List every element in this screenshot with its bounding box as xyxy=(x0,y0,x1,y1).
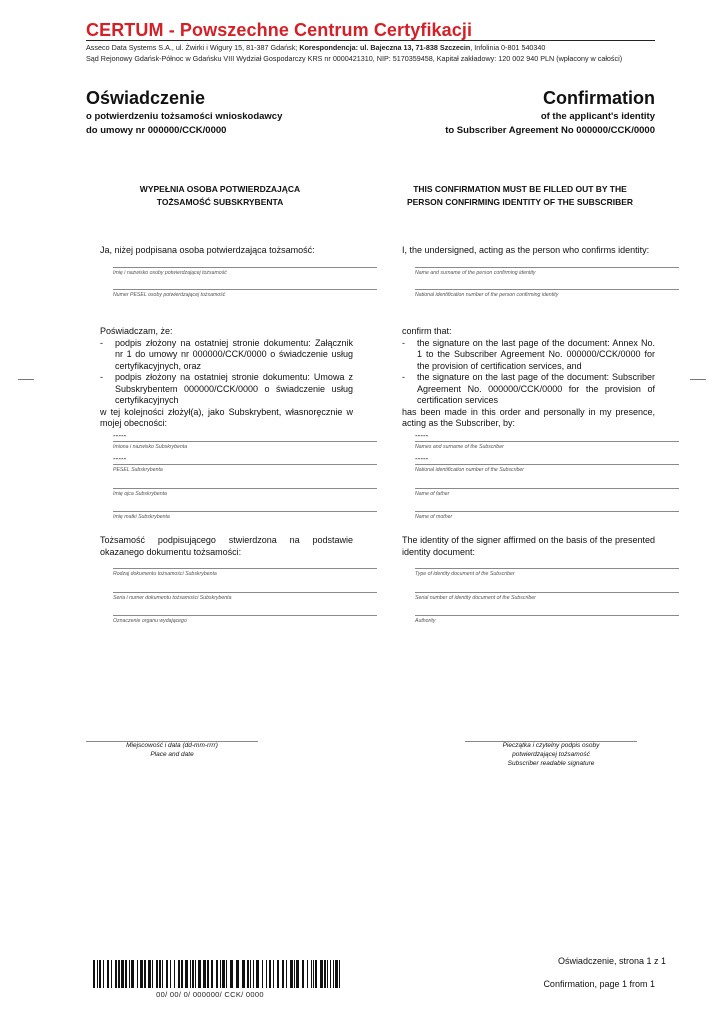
company-line-1: Asseco Data Systems S.A., ul. Żwirki i Wigury 15, 81-387 Gdańsk; Korespondencja: ul. Bajeczna 13, 71-838 Szczecin, Infolinia 0-801 540340 xyxy=(86,43,546,52)
intro-en: I, the undersigned, acting as the person who confirms identity: xyxy=(402,245,650,255)
document-type-field-en[interactable]: Type of identity document of the Subscriber xyxy=(415,558,679,577)
mother-name-field-en[interactable]: Name of mother xyxy=(415,501,679,520)
father-name-field-pl[interactable]: Imię ojca Subskrybenta xyxy=(113,478,377,497)
place-date-caption: Miejscowość i data (dd-mm-rrrr) Place and date xyxy=(126,742,218,758)
identity-statement-pl: Tożsamość podpisującego stwierdzona na podstawie okazanego dokumentu tożsamości: xyxy=(100,535,353,557)
page-number-pl: Oświadczenie, strona 1 z 1 xyxy=(557,956,666,966)
confirmer-name-field-pl[interactable]: Imię i nazwisko osoby potwierdzającej tożsamość xyxy=(113,257,377,276)
subscriber-names-field-pl[interactable]: ----- Imiona i nazwisko Subskrybenta xyxy=(113,431,377,450)
fold-mark-right xyxy=(690,379,706,380)
page-number-en: Confirmation, page 1 from 1 xyxy=(543,979,655,989)
subscriber-pesel-field-pl[interactable]: ----- PESEL Subskrybenta xyxy=(113,454,377,473)
barcode-image xyxy=(93,960,341,988)
barcode-number: 00/ 00/ 0/ 000000/ CCK/ 0000 xyxy=(156,990,264,999)
confirmer-id-field-en[interactable]: National identification number of the person confirming identity xyxy=(415,279,679,298)
company-info xyxy=(86,42,622,64)
confirmer-name-field-en[interactable]: Name and surname of the person confirming identity xyxy=(415,257,679,276)
column-header-pl: WYPEŁNIA OSOBA POTWIERDZAJĄCA TOŻSAMOŚĆ SUBSKRYBENTA xyxy=(139,184,301,207)
issuing-authority-field-en[interactable]: Authority xyxy=(415,605,679,624)
bullet-agreement-pl: - podpis złożony na ostatniej stronie dokumentu: Umowa z Subskrybentem 000000/CCK/0000 o świadczenie usług certyfikacyjnych xyxy=(100,372,353,405)
bullet-annex-en: - the signature on the last page of the document: Annex No. 1 to the Subscriber Agreement No. 000000/CCK/0000 for the provision of certification services, and xyxy=(402,337,655,371)
subtitle-pl: o potwierdzeniu tożsamości wnioskodawcy do umowy nr 000000/CCK/0000 xyxy=(86,111,283,136)
signature-caption: Pieczątka i czytelny podpis osoby potwierdzającej tożsamość Subscriber readable signature xyxy=(502,742,600,767)
column-header-en: THIS CONFIRMATION MUST BE FILLED OUT BY THE PERSON CONFIRMING IDENTITY OF THE SUBSCRIBER xyxy=(406,184,634,207)
mother-name-field-pl[interactable]: Imię matki Subskrybenta xyxy=(113,501,377,520)
issuing-authority-field-pl[interactable]: Oznaczenie organu wydającego xyxy=(113,605,377,624)
document-number-field-en[interactable]: Serial number of identity document of the Subscriber xyxy=(415,582,679,601)
declaration-pl: Poświadczam, że: - podpis złożony na ostatniej stronie dokumentu: Załącznik nr 1 do umowy nr 000000/CCK/0000 o świadczenie usług certyfikacyjnych, oraz - podpis złożony na ostatniej stronie dokumentu: Umowa z Subskrybentem 000000/CCK/0000 o świadczenie usług certyfikacyjnych w tej kolejności złożył(a), jako Subskrybent, własnoręcznie w mojej obecności: xyxy=(100,326,353,428)
document-number-field-pl[interactable]: Seria i numer dokumentu tożsamości Subskrybenta xyxy=(113,582,377,601)
subscriber-names-field-en[interactable]: ----- Names and surname of the Subscriber xyxy=(415,431,679,450)
subtitle-en: of the applicant's identity to Subscriber Agreement No 000000/CCK/0000 xyxy=(445,111,655,136)
identity-statement-en: The identity of the signer affirmed on the basis of the presented identity document: xyxy=(402,535,655,557)
confirmer-pesel-field-pl[interactable]: Numer PESEL osoby potwierdzającej tożsamość xyxy=(113,279,377,298)
subscriber-id-field-en[interactable]: ----- National identification number of the Subscriber xyxy=(415,454,679,473)
header-divider xyxy=(86,40,655,41)
title-en: Confirmation xyxy=(543,88,655,108)
declaration-en: confirm that: - the signature on the last page of the document: Annex No. 1 to the Subscriber Agreement No. 000000/CCK/0000 for the provision of certification services, and - the signature on the last page of the document: Subscriber Agreement No. 000000/CCK/0000 for the provision of certification services has been made in this order and personally in my presence, acting as the Subscriber, by: xyxy=(402,326,655,428)
fold-mark-left xyxy=(18,379,34,380)
brand-title: CERTUM - Powszechne Centrum Certyfikacji xyxy=(86,20,473,40)
document-type-field-pl[interactable]: Rodzaj dokumentu tożsamości Subskrybenta xyxy=(113,558,377,577)
bullet-annex-pl: - podpis złożony na ostatniej stronie dokumentu: Załącznik nr 1 do umowy nr 000000/CCK/0000 o świadczenie usług certyfikacyjnych, oraz xyxy=(100,337,353,371)
bullet-agreement-en: - the signature on the last page of the document: Subscriber Agreement No. 000000/CCK/0000 for the provision of certification services xyxy=(402,372,655,405)
father-name-field-en[interactable]: Name of father xyxy=(415,478,679,497)
company-line-2: Sąd Rejonowy Gdańsk-Północ w Gdańsku VIII Wydział Gospodarczy KRS nr 0000421310, NIP: 5170359458, Kapitał zakładowy: 120 002 940 PLN (wpłacony w całości) xyxy=(86,54,623,63)
intro-pl: Ja, niżej podpisana osoba potwierdzająca tożsamość: xyxy=(100,245,315,255)
title-pl: Oświadczenie xyxy=(86,88,206,108)
